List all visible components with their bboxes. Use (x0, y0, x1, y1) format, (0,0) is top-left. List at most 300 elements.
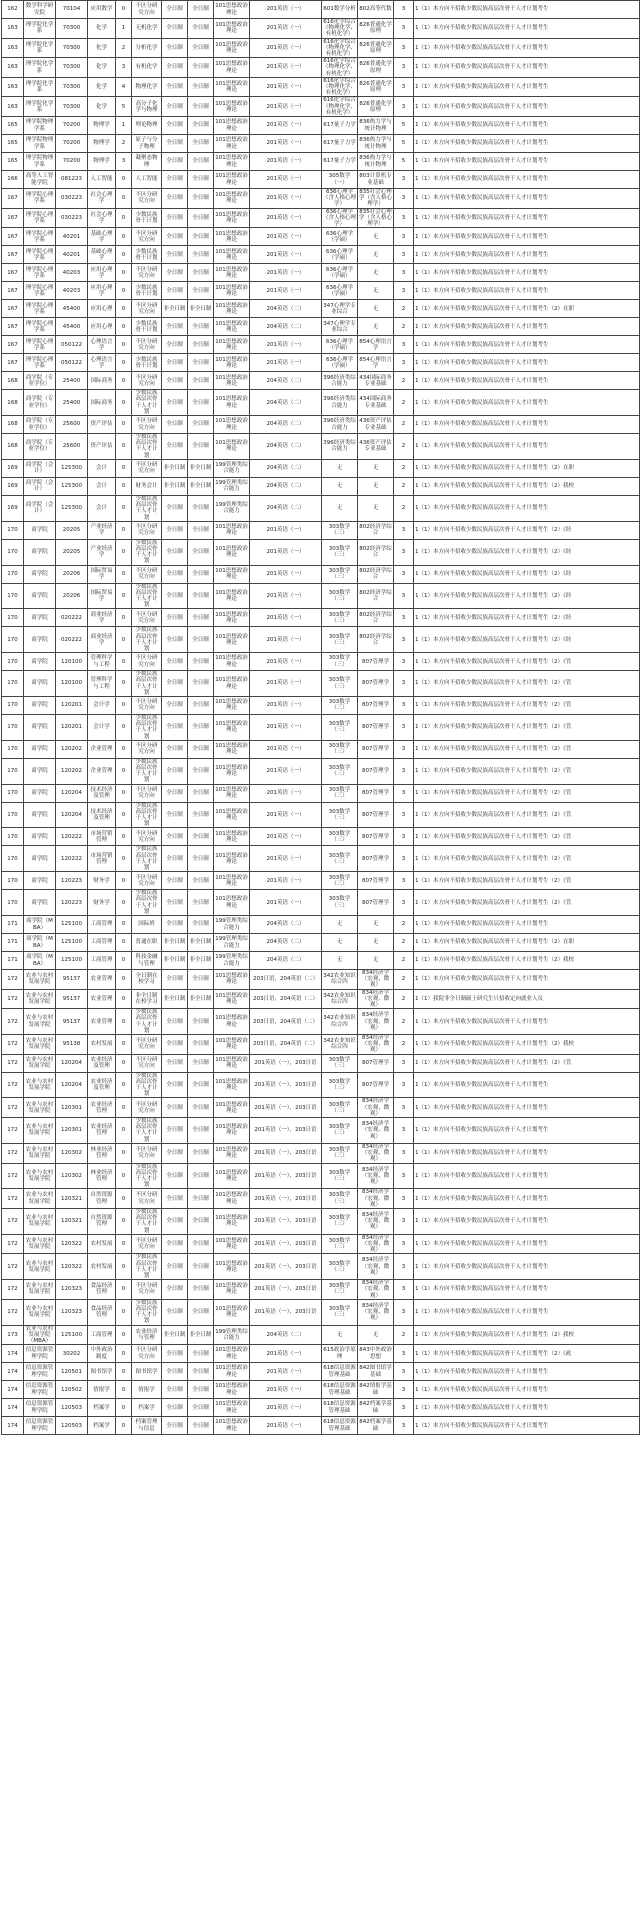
cell-direction: 少数民族骨干计划 (132, 282, 162, 300)
cell-study-type: 非全日制 (162, 459, 188, 477)
cell-unit-code: 172 (2, 1098, 24, 1118)
cell-direction: 少数民族高层次骨干人才计划 (132, 714, 162, 740)
cell-college: 商学院 (24, 740, 56, 758)
cell-major-code: 20206 (56, 583, 88, 609)
cell-study-mode-code: 0 (116, 1189, 132, 1209)
cell-duration: 2 (394, 1009, 414, 1035)
table-row (2, 846, 640, 872)
table-row (2, 264, 640, 282)
cell-college: 商学院 (24, 671, 56, 697)
cell-college: 理学院物理学系 (24, 117, 56, 135)
cell-unit-code: 167 (2, 246, 24, 264)
cell-study-type-2: 全日制 (188, 1143, 214, 1163)
cell-study-type: 全日制 (162, 1143, 188, 1163)
cell-exam-subject-1: 303数学（三） (322, 1163, 358, 1189)
cell-major-name: 化学 (88, 58, 116, 78)
cell-major-name: 技术经济及管理 (88, 784, 116, 802)
cell-duration: 5 (394, 117, 414, 135)
cell-unit-code: 167 (2, 228, 24, 246)
cell-duration: 3 (394, 336, 414, 354)
cell-exam-subject-2: 835社会心理学（含人格心理学） (359, 189, 393, 208)
cell-duration: 3 (394, 171, 414, 189)
cell-exam-subject-1: 303数学（三） (322, 802, 358, 828)
cell-exam-subject-2: 826普通化学原理 (358, 58, 394, 78)
cell-exam-subject-1: 616化学综合（物理化学、有机化学） (323, 19, 357, 38)
cell-college: 农业与农村发展学院 (24, 970, 56, 990)
cell-study-type-2: 全日制 (188, 390, 214, 416)
table-row (2, 1072, 640, 1098)
cell-direction: 少数民族高层次骨干人才计划 (132, 1163, 162, 1189)
cell-study-type: 全日制 (162, 828, 188, 846)
cell-study-mode-code: 0 (116, 934, 132, 952)
cell-major-name: 财务学 (88, 872, 116, 890)
table-row (2, 153, 640, 171)
cell-major-code: 40203 (56, 282, 88, 300)
table-row (2, 521, 640, 539)
cell-exam-foreign-language: 201英语（一），203日语 (250, 1163, 322, 1189)
cell-major-name: 物理学 (88, 117, 116, 135)
cell-study-type: 全日制 (162, 264, 188, 282)
cell-study-mode-code: 0 (116, 565, 132, 583)
cell-study-type: 全日制 (162, 228, 188, 246)
cell-study-type-2: 全日制 (188, 318, 214, 336)
cell-study-type: 全日制 (162, 1280, 188, 1300)
cell-study-type-2: 全日制 (188, 1280, 214, 1300)
cell-duration: 3 (394, 282, 414, 300)
cell-college: 商学院 (24, 653, 56, 671)
cell-study-type-2: 全日制 (188, 671, 214, 697)
cell-college: 商学院 (24, 627, 56, 653)
cell-study-type: 全日制 (162, 583, 188, 609)
cell-unit-code: 170 (2, 583, 24, 609)
cell-study-type: 全日制 (162, 189, 188, 209)
table-row (2, 1234, 640, 1254)
table-row (2, 916, 640, 934)
cell-direction: 少数民族高层次骨干人才计划 (132, 846, 162, 872)
cell-study-type: 全日制 (162, 1254, 188, 1280)
cell-major-name: 食品经济管理 (88, 1299, 116, 1325)
cell-duration: 3 (394, 1234, 414, 1254)
cell-study-type: 非全日制 (162, 952, 188, 970)
cell-exam-subject-2: 802经济学综合 (358, 521, 394, 539)
cell-study-type: 全日制 (162, 846, 188, 872)
cell-major-code: 95138 (56, 1035, 88, 1055)
cell-exam-subject-1: 601数学分析 (322, 1, 358, 19)
cell-exam-subject-1: 303数学（三） (322, 696, 358, 714)
cell-unit-code: 162 (2, 1, 24, 19)
cell-study-type: 全日制 (162, 1345, 188, 1363)
cell-exam-foreign-language: 201英语（一） (250, 653, 322, 671)
cell-study-mode-code: 0 (116, 208, 132, 228)
cell-major-code: 125300 (56, 495, 88, 521)
cell-college: 理学院物理学系 (24, 153, 56, 171)
cell-exam-politics: 101思想政治理论 (214, 1, 250, 19)
cell-duration: 3 (394, 802, 414, 828)
cell-exam-subject-1: 347心理学专业综合 (322, 318, 358, 336)
cell-direction: 人工智能 (132, 171, 162, 189)
cell-unit-code: 174 (2, 1363, 24, 1381)
cell-exam-foreign-language: 201英语（一） (250, 1, 322, 19)
cell-exam-subject-1: 303数学（三） (322, 758, 358, 784)
cell-unit-code: 166 (2, 171, 24, 189)
cell-direction: 少数民族高层次骨干人才计划 (132, 1208, 162, 1234)
cell-exam-subject-2: 无 (358, 264, 394, 282)
cell-study-type: 全日制 (162, 434, 188, 460)
cell-unit-code: 172 (2, 1054, 24, 1072)
cell-duration: 3 (394, 521, 414, 539)
cell-exam-foreign-language: 201英语（一） (250, 671, 322, 697)
cell-direction: 不区分研究方向 (132, 1035, 162, 1055)
cell-unit-code: 172 (2, 1035, 24, 1055)
cell-major-name: 会计 (88, 495, 116, 521)
cell-exam-politics: 101思想政治理论 (214, 1208, 250, 1234)
cell-direction: 不区分研究方向 (132, 740, 162, 758)
cell-exam-foreign-language: 204英语（二） (250, 477, 322, 495)
cell-study-mode-code: 0 (116, 1234, 132, 1254)
cell-study-mode-code: 0 (116, 1381, 132, 1399)
cell-exam-subject-2: 无 (358, 934, 394, 952)
cell-major-name: 国际商务 (88, 390, 116, 416)
cell-study-type: 全日制 (162, 336, 188, 354)
cell-direction: 不区分研究方向 (132, 521, 162, 539)
cell-study-type-2: 非全日制 (188, 952, 214, 970)
cell-remarks: 1（1）本方向不招收少数民族高层次骨干人才计划考生 (414, 117, 640, 135)
cell-study-mode-code: 0 (116, 521, 132, 539)
cell-major-name: 化学 (88, 97, 116, 117)
cell-duration: 3 (394, 758, 414, 784)
cell-major-name: 应用心理学 (88, 264, 116, 282)
cell-direction: 原子与分子物理 (132, 135, 162, 153)
cell-direction: 少数民族高层次骨干人才计划 (132, 627, 162, 653)
cell-major-name: 会计 (88, 459, 116, 477)
cell-exam-subject-1: 无 (322, 952, 358, 970)
cell-study-type-2: 全日制 (188, 627, 214, 653)
cell-direction: 不区分研究方向 (132, 1098, 162, 1118)
cell-study-mode-code: 0 (116, 1325, 132, 1345)
cell-study-type-2: 全日制 (188, 828, 214, 846)
table-row (2, 300, 640, 318)
cell-study-type-2: 全日制 (188, 846, 214, 872)
cell-duration: 2 (394, 459, 414, 477)
cell-study-type-2: 全日制 (188, 758, 214, 784)
cell-exam-politics: 101思想政治理论 (214, 318, 250, 336)
cell-study-type: 全日制 (162, 802, 188, 828)
cell-exam-politics: 101思想政治理论 (214, 1299, 250, 1325)
cell-college: 理学院化学系 (24, 97, 56, 117)
cell-exam-subject-2: 842情报学基础 (358, 1381, 394, 1399)
cell-direction: 不区分研究方向 (132, 1, 162, 19)
cell-direction: 非全日制在校学习 (132, 989, 162, 1009)
cell-college: 商学院（专业学位） (24, 416, 56, 434)
cell-study-type-2: 全日制 (188, 521, 214, 539)
cell-duration: 2 (394, 1035, 414, 1055)
cell-exam-subject-1: 616化学综合（物理化学、有机化学） (323, 58, 357, 77)
cell-remarks: 1（1）本方向不招收少数民族高层次骨干人才计划考生 (414, 246, 640, 264)
cell-major-code: 125300 (56, 477, 88, 495)
cell-exam-subject-1: 303数学（三） (322, 1054, 358, 1072)
cell-exam-subject-1: 303数学（三） (322, 890, 358, 916)
table-row (2, 627, 640, 653)
cell-remarks: 1（1）本方向不招收少数民族高层次骨干人才计划考生 (414, 189, 640, 209)
cell-major-name: 应用数学 (88, 1, 116, 19)
cell-direction: 财务会计 (132, 477, 162, 495)
cell-exam-foreign-language: 201英语（一），203日语 (250, 1280, 322, 1300)
cell-major-name: 农业管理 (88, 1009, 116, 1035)
cell-exam-subject-1: 303数学（三） (322, 784, 358, 802)
cell-exam-politics: 101思想政治理论 (214, 1035, 250, 1055)
cell-college: 理学院心理学系 (24, 354, 56, 372)
cell-exam-politics: 101思想政治理论 (214, 58, 250, 78)
table-row (2, 354, 640, 372)
cell-study-mode-code: 0 (116, 802, 132, 828)
cell-study-mode-code: 0 (116, 264, 132, 282)
cell-unit-code: 167 (2, 318, 24, 336)
cell-duration: 3 (394, 246, 414, 264)
cell-study-mode-code: 5 (116, 97, 132, 117)
cell-major-code: 020222 (56, 627, 88, 653)
cell-study-type-2: 全日制 (188, 77, 214, 97)
table-row (2, 318, 640, 336)
cell-study-mode-code: 0 (116, 583, 132, 609)
cell-major-name: 应用心理 (88, 318, 116, 336)
cell-unit-code: 163 (2, 77, 24, 97)
cell-exam-politics: 101思想政治理论 (214, 336, 250, 354)
cell-college: 商学院 (24, 521, 56, 539)
cell-unit-code: 172 (2, 1072, 24, 1098)
cell-college: 高等人工智能学院 (24, 171, 56, 189)
cell-college: 农业与农村发展学院 (24, 1009, 56, 1035)
cell-remarks: 1（1）本方向不招收少数民族高层次骨干人才计划考生 (414, 208, 640, 228)
cell-duration: 3 (394, 228, 414, 246)
table-row (2, 539, 640, 565)
cell-major-name: 物理学 (88, 135, 116, 153)
cell-study-type-2: 全日制 (188, 1299, 214, 1325)
cell-exam-subject-1: 无 (322, 495, 358, 521)
cell-study-type: 全日制 (162, 784, 188, 802)
cell-study-type: 全日制 (162, 714, 188, 740)
cell-direction: 不区分研究方向 (132, 1143, 162, 1163)
table-row (2, 58, 640, 78)
cell-college: 农业与农村发展学院 (24, 1054, 56, 1072)
cell-remarks: 1（1）本方向不招收少数民族高层次骨干人才计划考生（2）《经 (414, 539, 640, 565)
table-row (2, 1189, 640, 1209)
table-row (2, 872, 640, 890)
cell-exam-foreign-language: 204英语（二） (250, 1325, 322, 1345)
table-row (2, 1009, 640, 1035)
cell-study-type: 全日制 (162, 1118, 188, 1144)
cell-exam-subject-1: 303数学（三） (322, 1299, 358, 1325)
cell-exam-subject-2: 807管理学 (358, 828, 394, 846)
cell-direction: 少数民族高层次骨干人才计划 (132, 1299, 162, 1325)
table-row (2, 372, 640, 390)
cell-exam-politics: 199管理类综合能力 (214, 1325, 250, 1345)
table-row (2, 171, 640, 189)
cell-remarks: 1（1）本方向不招收少数民族高层次骨干人才计划考生 (414, 372, 640, 390)
cell-exam-politics: 101思想政治理论 (214, 19, 250, 39)
table-row (2, 1143, 640, 1163)
cell-direction: 不区分研究方向 (132, 300, 162, 318)
table-row (2, 1035, 640, 1055)
cell-major-code: 120321 (56, 1208, 88, 1234)
cell-college: 农业与农村发展学院 (24, 1118, 56, 1144)
cell-exam-politics: 101思想政治理论 (214, 1345, 250, 1363)
cell-major-name: 产业经济学 (88, 521, 116, 539)
cell-duration: 2 (394, 372, 414, 390)
cell-exam-subject-2: 807管理学 (358, 1054, 394, 1072)
cell-study-type: 全日制 (162, 38, 188, 58)
cell-exam-politics: 101思想政治理论 (214, 77, 250, 97)
cell-duration: 3 (394, 19, 414, 39)
cell-duration: 2 (394, 970, 414, 990)
cell-study-type-2: 全日制 (188, 153, 214, 171)
cell-direction: 不区分研究方向 (132, 459, 162, 477)
cell-college: 商学院 (24, 758, 56, 784)
cell-direction: 不区分研究方向 (132, 784, 162, 802)
cell-exam-subject-2: 802经济学综合 (358, 609, 394, 627)
cell-remarks: 1（1）本方向不招收少数民族高层次骨干人才计划考生 (414, 77, 640, 97)
cell-study-type-2: 全日制 (188, 1189, 214, 1209)
cell-major-name: 会计学 (88, 714, 116, 740)
cell-direction: 不区分研究方向 (132, 696, 162, 714)
cell-study-mode-code: 0 (116, 300, 132, 318)
cell-study-mode-code: 0 (116, 1054, 132, 1072)
cell-exam-subject-1: 636心理学（学硕） (322, 282, 358, 300)
cell-college: 农业与农村发展学院 (24, 1234, 56, 1254)
cell-exam-politics: 101思想政治理论 (214, 1143, 250, 1163)
cell-major-code: 70200 (56, 135, 88, 153)
cell-direction: 有机化学 (132, 58, 162, 78)
cell-major-code: 25600 (56, 434, 88, 460)
cell-major-code: 120204 (56, 1054, 88, 1072)
cell-unit-code: 170 (2, 653, 24, 671)
cell-major-code: 030223 (56, 189, 88, 209)
cell-exam-subject-2: 842图书馆学基础 (358, 1363, 394, 1381)
cell-exam-foreign-language: 201英语（一），203日语 (250, 1054, 322, 1072)
cell-study-type: 非全日制 (162, 1325, 188, 1345)
cell-exam-subject-2: 836热力学与统计物理 (358, 135, 394, 153)
cell-exam-foreign-language: 203日语，204英语（二） (250, 970, 322, 990)
cell-exam-foreign-language: 204英语（二） (250, 318, 322, 336)
cell-duration: 3 (394, 38, 414, 58)
cell-exam-subject-2: 834经济学（宏观、微观） (358, 1234, 394, 1254)
table-row (2, 77, 640, 97)
cell-direction: 不区分研究方向 (132, 565, 162, 583)
cell-major-code: 120503 (56, 1417, 88, 1435)
table-row (2, 434, 640, 460)
cell-duration: 3 (394, 1189, 414, 1209)
cell-exam-subject-1: 636心理学（学硕） (322, 336, 358, 354)
cell-exam-politics: 101思想政治理论 (214, 97, 250, 117)
cell-study-type: 全日制 (162, 872, 188, 890)
cell-direction: 不区分研究方向 (132, 189, 162, 209)
cell-exam-subject-2: 802高等代数 (358, 1, 394, 19)
cell-exam-politics: 101思想政治理论 (214, 828, 250, 846)
cell-study-type: 全日制 (162, 153, 188, 171)
table-row (2, 282, 640, 300)
cell-remarks: 1（1）本方向不招收少数民族高层次骨干人才计划考生 (414, 1189, 640, 1209)
cell-direction: 不区分研究方向 (132, 264, 162, 282)
cell-remarks: 1（1）本方向不招收少数民族高层次骨干人才计划考生（2）在职 (414, 459, 640, 477)
table-row (2, 609, 640, 627)
cell-major-code: 70300 (56, 58, 88, 78)
cell-study-type: 全日制 (162, 1417, 188, 1435)
cell-duration: 3 (394, 653, 414, 671)
cell-study-type: 非全日制 (162, 477, 188, 495)
cell-study-type: 全日制 (162, 171, 188, 189)
cell-exam-foreign-language: 201英语（一） (250, 846, 322, 872)
cell-study-mode-code: 0 (116, 318, 132, 336)
cell-college: 理学院物理学系 (24, 135, 56, 153)
cell-exam-subject-2: 807管理学 (358, 740, 394, 758)
cell-direction: 不区分研究方向 (132, 609, 162, 627)
cell-major-code: 120301 (56, 1098, 88, 1118)
cell-exam-foreign-language: 201英语（一） (250, 38, 322, 58)
cell-unit-code: 174 (2, 1381, 24, 1399)
cell-study-mode-code: 4 (116, 77, 132, 97)
cell-unit-code: 174 (2, 1399, 24, 1417)
cell-study-type: 全日制 (162, 390, 188, 416)
cell-direction: 不区分研究方向 (132, 228, 162, 246)
cell-exam-foreign-language: 201英语（一） (250, 77, 322, 97)
cell-study-mode-code: 0 (116, 1009, 132, 1035)
cell-duration: 5 (394, 135, 414, 153)
cell-major-code: 70300 (56, 77, 88, 97)
cell-exam-foreign-language: 203日语，204英语（二） (250, 1009, 322, 1035)
cell-exam-subject-1: 303数学（三） (322, 1254, 358, 1280)
cell-study-type-2: 全日制 (188, 135, 214, 153)
cell-major-name: 管理科学与工程 (88, 671, 116, 697)
cell-unit-code: 170 (2, 784, 24, 802)
cell-major-name: 农业经济管理 (88, 1098, 116, 1118)
cell-exam-subject-2: 843中外政治思想 (358, 1345, 394, 1363)
table-row (2, 758, 640, 784)
cell-direction: 农业经济与管理 (132, 1325, 162, 1345)
cell-study-type-2: 全日制 (188, 208, 214, 228)
cell-study-mode-code: 0 (116, 696, 132, 714)
table-row (2, 97, 640, 117)
cell-exam-subject-2: 436资产评估专业基础 (358, 416, 394, 434)
cell-duration: 2 (394, 318, 414, 336)
cell-exam-foreign-language: 201英语（一） (250, 97, 322, 117)
cell-duration: 2 (394, 300, 414, 318)
cell-duration: 2 (394, 989, 414, 1009)
cell-major-name: 市场营销管理 (88, 828, 116, 846)
cell-study-type: 全日制 (162, 1299, 188, 1325)
cell-study-mode-code: 0 (116, 714, 132, 740)
cell-study-mode-code: 0 (116, 989, 132, 1009)
cell-college: 商学院（专业学位） (24, 372, 56, 390)
cell-exam-subject-2: 834经济学（宏观、微观） (358, 1299, 394, 1325)
cell-major-name: 化学 (88, 77, 116, 97)
cell-college: 理学院心理学系 (24, 318, 56, 336)
cell-exam-subject-1: 303数学（三） (322, 671, 358, 697)
cell-exam-subject-2: 826普通化学原理 (358, 97, 394, 117)
cell-exam-subject-1: 342农业知识综合四 (322, 1035, 358, 1055)
cell-major-code: 70104 (56, 1, 88, 19)
cell-study-type-2: 非全日制 (188, 300, 214, 318)
cell-study-type-2: 全日制 (188, 1234, 214, 1254)
table-row (2, 1054, 640, 1072)
cell-exam-subject-2: 434国际商务专业基础 (358, 390, 394, 416)
cell-remarks: 1（1）本方向不招收少数民族高层次骨干人才计划考生（2）我校 (414, 952, 640, 970)
cell-duration: 3 (394, 189, 414, 209)
cell-exam-subject-1: 347心理学专业综合 (322, 300, 358, 318)
cell-exam-subject-1: 303数学（三） (322, 583, 358, 609)
cell-unit-code: 172 (2, 1009, 24, 1035)
cell-major-code: 120301 (56, 1118, 88, 1144)
cell-unit-code: 172 (2, 1189, 24, 1209)
cell-direction: 全日制在校学习 (132, 970, 162, 990)
